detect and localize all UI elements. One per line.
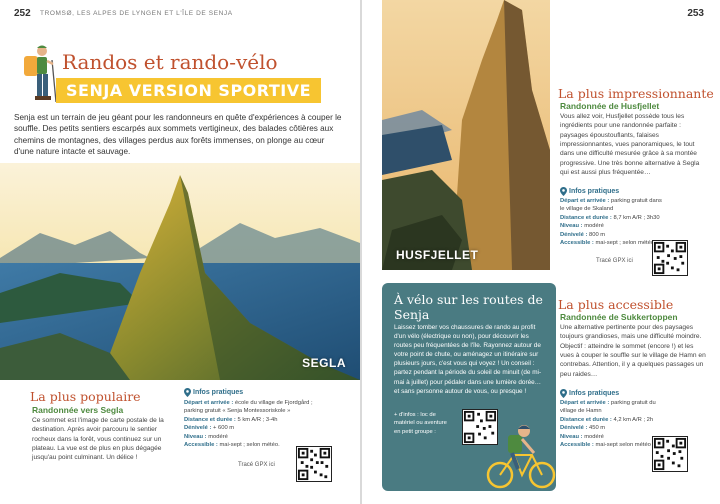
info-label: Niveau : bbox=[560, 433, 583, 440]
segla-photo bbox=[0, 163, 360, 380]
cyclist-illustration bbox=[486, 423, 556, 491]
route-name: Randonnée de Husfjellet bbox=[560, 101, 660, 111]
section-heading: La plus accessible bbox=[558, 297, 674, 312]
info-label: Distance et durée : bbox=[560, 214, 612, 221]
info-title-text: Infos pratiques bbox=[193, 389, 244, 396]
info-value: modéré bbox=[208, 433, 228, 440]
info-label: Dénivelé : bbox=[560, 425, 588, 432]
info-value: 800 m bbox=[589, 231, 606, 238]
gpx-link[interactable]: Tracé GPX ici bbox=[238, 462, 275, 468]
info-title bbox=[560, 389, 619, 398]
info-value: modéré bbox=[584, 223, 604, 230]
info-value: mai-sept ; selon météo. bbox=[219, 441, 280, 448]
info-label: Accessible : bbox=[560, 441, 594, 448]
section-heading: La plus impressionnante bbox=[558, 86, 714, 101]
qr-code[interactable] bbox=[296, 446, 332, 482]
info-label: Dénivelé : bbox=[560, 231, 588, 238]
info-value: 5 km A/R ; 3-4h bbox=[237, 416, 278, 423]
route-name: Randonnée de Sukkertoppen bbox=[560, 312, 678, 322]
route-description: Une alternative pertinente pour des paysages toujours grandioses, mais une difficulté moindre. Objectif : atteindre le sommet (encore !) et les vues à couper le souffle sur le village de Hamn en contrebas. Attention, il y a quelques passages un peu raides… bbox=[560, 324, 706, 378]
info-value: 450 m bbox=[589, 425, 606, 432]
running-header: TROMSØ, LES ALPES DE LYNGEN ET L'ÎLE DE SENJA bbox=[40, 10, 233, 17]
info-block bbox=[560, 399, 664, 449]
info-title bbox=[184, 388, 243, 397]
right-page bbox=[362, 0, 720, 504]
qr-code[interactable] bbox=[652, 240, 688, 276]
info-label: Distance et durée : bbox=[184, 416, 236, 423]
info-title-text: Infos pratiques bbox=[569, 188, 620, 195]
bike-box-title: À vélo sur les routes de Senja bbox=[394, 292, 543, 322]
info-block bbox=[184, 399, 314, 449]
location-pin-icon bbox=[184, 388, 191, 397]
info-value: 8,7 km A/R ; 3h30 bbox=[613, 214, 660, 221]
info-value: école du village de Fjordgård ; parking gratuit « Senja Montessoriskole » bbox=[184, 400, 313, 415]
info-value: 4,2 km A/R ; 2h bbox=[613, 416, 654, 423]
route-description: Vous allez voir, Husfjellet possède tous les ingrédients pour une randonnée parfaite : paysages époustouflants, falaises impressionnantes, vues panoramiques, le tout dans une difficulté mesurée grâce à sa montée progressive. Une très bonne alternative à Segla qui est aussi plus fréquentée… bbox=[560, 113, 700, 177]
info-value: parking gratuit dans le village de Skaland bbox=[560, 198, 662, 213]
qr-code[interactable] bbox=[652, 436, 688, 472]
info-value: + 600 m bbox=[213, 425, 235, 432]
location-pin-icon bbox=[560, 187, 567, 196]
info-label: Accessible : bbox=[184, 441, 218, 448]
info-label: Distance et durée : bbox=[560, 416, 612, 423]
info-label: Départ et arrivée : bbox=[560, 400, 610, 406]
photo-caption: SEGLA bbox=[302, 356, 346, 370]
info-value: mai-sept selon météo bbox=[595, 441, 651, 448]
intro-paragraph: Senja est un terrain de jeu géant pour les randonneurs en quête d'expériences à couper le souffle. Des petits sentiers escarpés aux sommets vertigineux, des balades côtières aux chemins de montagnes, des villages perdus aux forêts immenses, on plonge au cœur d'une nature intacte et sauvage. bbox=[14, 113, 342, 156]
info-label: Départ et arrivée : bbox=[184, 400, 234, 406]
info-label: Niveau : bbox=[560, 223, 583, 230]
page-title: Randos et rando-vélo bbox=[62, 50, 278, 74]
route-name: Randonnée vers Segla bbox=[32, 405, 124, 415]
info-block bbox=[560, 197, 664, 247]
info-value: mai-sept ; selon météo bbox=[595, 239, 655, 246]
info-label: Niveau : bbox=[184, 433, 207, 440]
segla-landscape-image bbox=[0, 163, 360, 380]
info-value: modéré bbox=[584, 433, 604, 440]
bike-feature-box bbox=[382, 283, 556, 491]
info-title bbox=[560, 187, 619, 196]
info-title-text: Infos pratiques bbox=[569, 390, 620, 397]
gpx-link[interactable]: Tracé GPX ici bbox=[596, 258, 633, 264]
info-value: parking gratuit du village de Hamn bbox=[560, 400, 656, 415]
husfjellet-landscape-image bbox=[382, 0, 550, 270]
page-number: 252 bbox=[14, 8, 31, 19]
info-label: Dénivelé : bbox=[184, 425, 212, 432]
bike-box-info: + d'infos : loc de matériel ou aventure en petit groupe : bbox=[394, 412, 447, 435]
bike-box-text: Laissez tomber vos chaussures de rando au profit d'un vélo (électrique ou non), pour découvrir les routes peu fréquentées de l'île. Rayonnez autour de votre point de chute, ou aménagez un itinéraire sur plusieurs jours, c'est vous qui voyez ! Un conseil : partez pendant la période du soleil de minuit (de mi-mai à juillet) pour pédaler dans une lumière dorée… et sans personne autour de vous, ou presque ! bbox=[394, 324, 542, 395]
info-label: Départ et arrivée : bbox=[560, 198, 610, 204]
location-pin-icon bbox=[560, 389, 567, 398]
page-number: 253 bbox=[687, 8, 704, 19]
hiker-illustration bbox=[20, 42, 60, 104]
husfjellet-photo bbox=[382, 0, 550, 270]
info-label: Accessible : bbox=[560, 239, 594, 246]
route-description: Ce sommet est l'image de carte postale de la destination. Après avoir parcouru le sentier rocheux dans la forêt, vous continuez sur un plateau. La vue est de plus en plus dégagée jusqu'au point culminant. Un délice ! bbox=[32, 417, 164, 462]
subtitle-banner: SENJA VERSION SPORTIVE bbox=[56, 78, 321, 103]
section-heading: La plus populaire bbox=[30, 389, 141, 404]
photo-caption: HUSFJELLET bbox=[396, 248, 479, 262]
